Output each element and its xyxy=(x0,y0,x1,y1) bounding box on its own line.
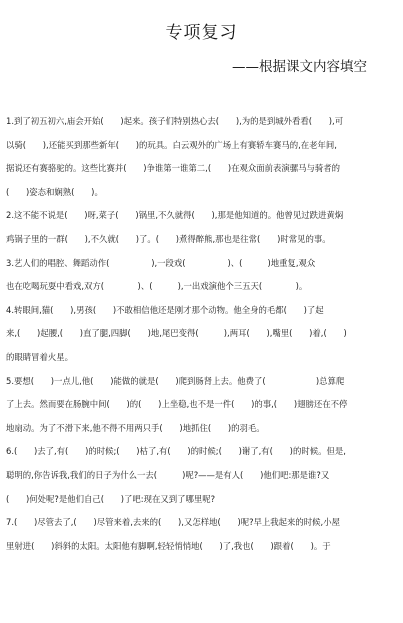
text-line: 来,( )起腰,( )直了腿,四脚( )地,尾巴变得( ),两耳( ),嘴里( )着,( ) xyxy=(6,328,347,339)
text-line: 了上去。然而要在肠腕中间( )的( )上坐稳,也不是一件( )的事,( )翅膀还在不停 xyxy=(6,399,348,410)
text-line: ( )何处呢?是他们自己( )了吧:现在又到了哪里呢? xyxy=(6,493,216,504)
text-line: 4.转眼间,猫( ),男孩( )不敢相信他还是刚才那个动物。他全身的毛都( )了起 xyxy=(6,304,324,315)
text-line: 据说还有赛骆驼的。这些比赛并( )争谁第一谁第二,( )在观众面前表演骡马与骑者的 xyxy=(6,163,340,174)
text-line: 6.( )去了,有( )的时候;( )枯了,有( )的时候;( )谢了,有( )的时候。但是, xyxy=(6,446,346,457)
text-line: 1.到了初五初六,庙会开始( )起来。孩子们特别热心去( ),为的是到城外看看( ),可 xyxy=(6,116,344,126)
text-line: 鸡锅子里的一群( ),不久就( )了。( )煮得醉熊,那也是往常( )时常见的事。 xyxy=(6,233,331,244)
page-title: 专项复习 xyxy=(165,23,238,43)
text-line: 以骑( ),还能买到那些新年( )的玩具。白云观外的广场上有赛轿车赛马的,在老年间, xyxy=(6,139,337,150)
text-line: ( )姿态和娴熟( )。 xyxy=(6,186,103,197)
text-line: 里射进( )斜斜的太阳。太阳他有脚啊,轻轻悄悄地( )了,我也( )跟着( )。于 xyxy=(6,540,331,551)
text-line: 地扇动。为了不滑下来,他不得不用两只手( )地抓住( )的羽毛。 xyxy=(6,422,265,433)
text-line: 7.( )尽管去了,( )尽管来着,去来的( ),又怎样地( )呢?早上我起来的时候,小屋 xyxy=(6,517,340,528)
text-line: 聪明的,你告诉我,我们的日子为什么一去( )呢?——是有人( )他们吧:那是谁?又 xyxy=(6,469,330,480)
text-line: 5.要想( )一点儿,他( )能做的就是( )爬到肠肾上去。他费了( )总算爬 xyxy=(6,375,345,386)
text-line: 3.艺人们的唱腔、舞蹈动作( ),一段戏( )、( )地重复,观众 xyxy=(6,257,316,268)
exercise-content xyxy=(6,110,387,558)
text-line: 2.这不能不说是( )呀,菜子( )锅里,不久就得( ),那是他知道的。他曾见过跌进黄焖 xyxy=(6,210,344,221)
text-line: 的眼睛冒着火星。 xyxy=(6,351,73,362)
text-line: 也在吃喝玩耍中看戏,双方( )、( ),一出戏演他个三五天( )。 xyxy=(6,281,308,292)
page-subtitle: ——根据课文内容填空 xyxy=(232,59,367,75)
